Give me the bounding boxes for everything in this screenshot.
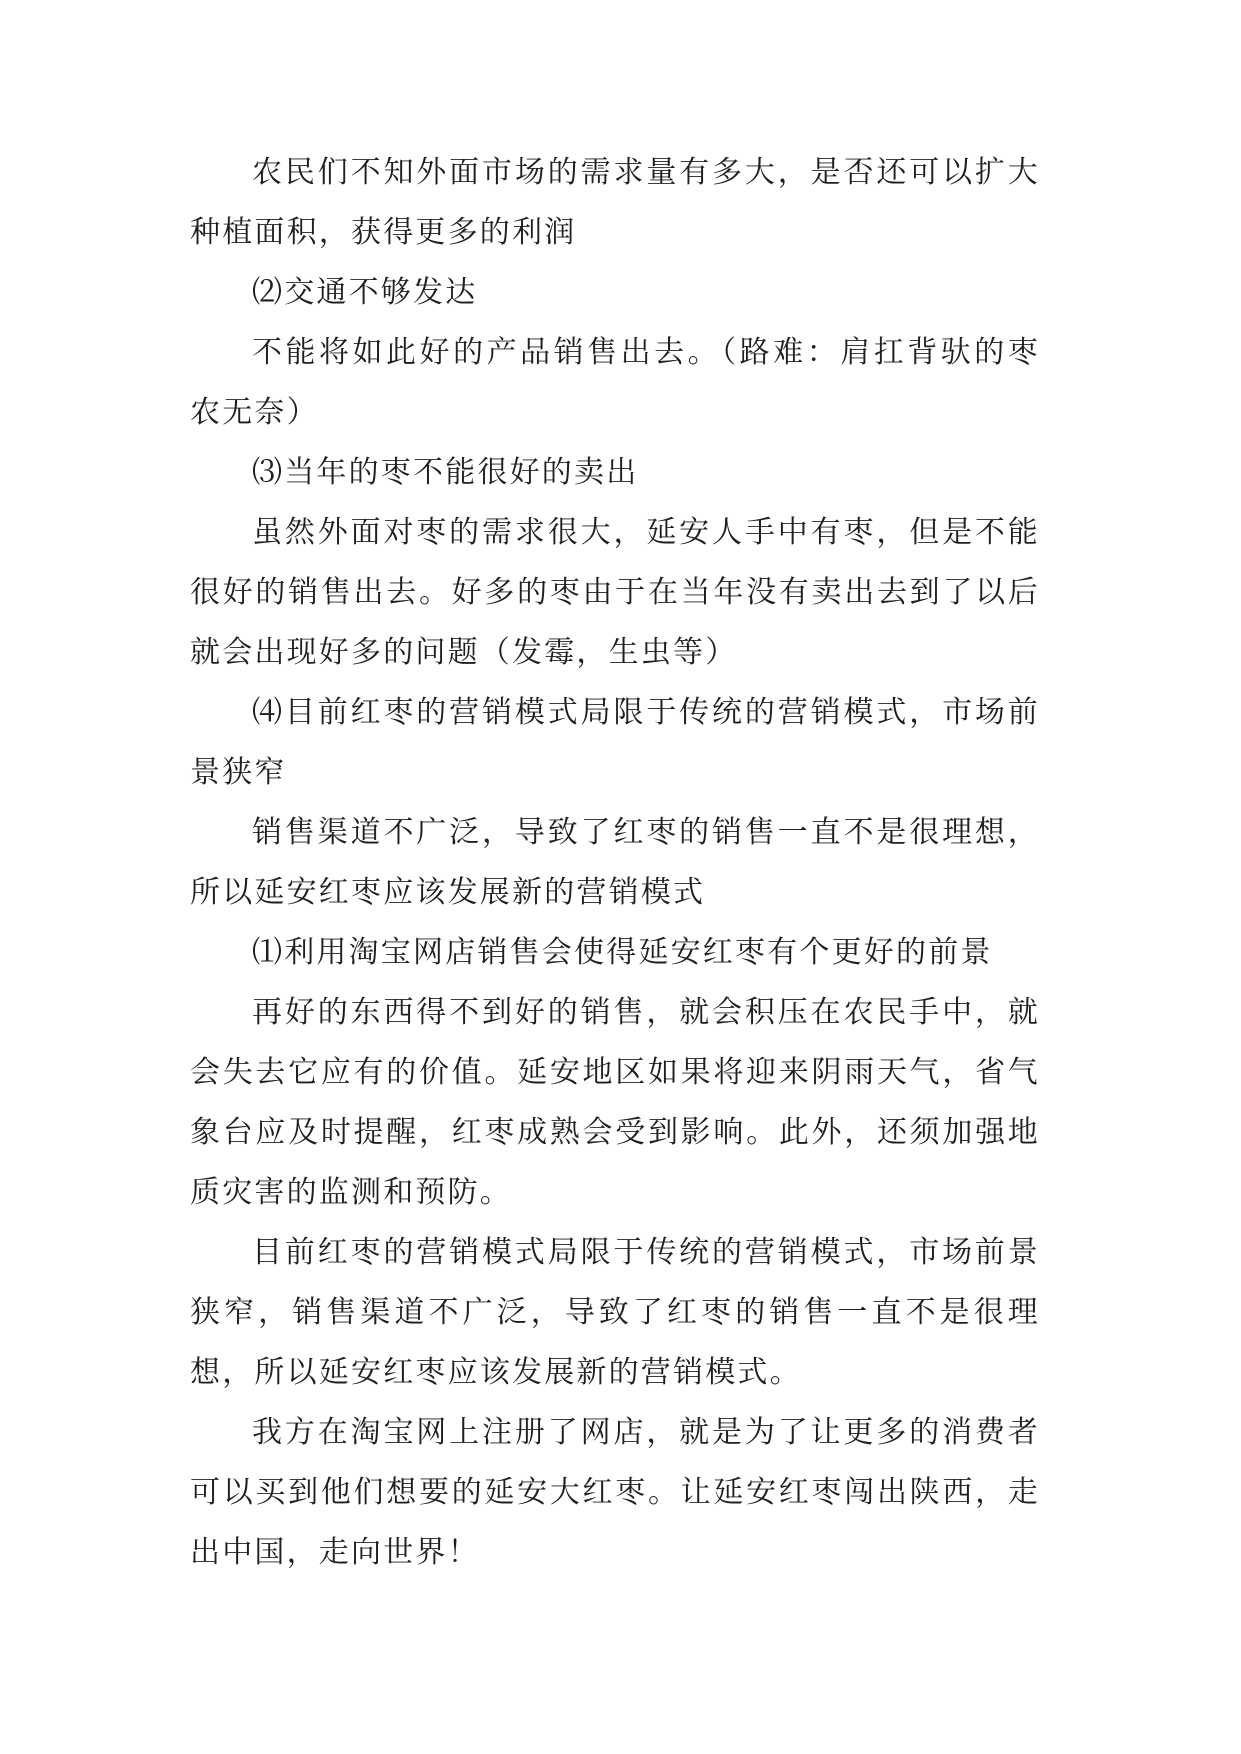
paragraph-marketing-summary: 目前红枣的营销模式局限于传统的营销模式，市场前景狭窄，销售渠道不广泛，导致了红枣的销售一直不是很理想，所以延安红枣应该发展新的营销模式。	[190, 1235, 1040, 1390]
paragraph-farmers-demand: 农民们不知外面市场的需求量有多大，是否还可以扩大种植面积，获得更多的利润	[190, 155, 1040, 250]
heading-marketing-model: ⑷目前红枣的营销模式局限于传统的营销模式，市场前景狭窄	[190, 695, 1040, 790]
heading-taobao-store: ⑴利用淘宝网店销售会使得延安红枣有个更好的前景	[252, 935, 993, 970]
paragraph-transport: 不能将如此好的产品销售出去。（路难：肩扛背驮的枣农无奈）	[190, 335, 1040, 430]
paragraph-sales-channels: 销售渠道不广泛，导致了红枣的销售一直不是很理想，所以延安红枣应该发展新的营销模式	[190, 815, 1040, 910]
heading-transport: ⑵交通不够发达	[252, 275, 478, 310]
paragraph-sales-same-year: 虽然外面对枣的需求很大，延安人手中有枣，但是不能很好的销售出去。好多的枣由于在当年没有卖出去到了以后就会出现好多的问题（发霉，生虫等）	[190, 515, 1040, 670]
document-page	[190, 143, 1040, 1583]
paragraph-value-weather: 再好的东西得不到好的销售，就会积压在农民手中，就会失去它应有的价值。延安地区如果将迎来阴雨天气，省气象台应及时提醒，红枣成熟会受到影响。此外，还须加强地质灾害的监测和预防。	[190, 995, 1040, 1210]
heading-sales-same-year: ⑶当年的枣不能很好的卖出	[252, 455, 639, 490]
paragraph-online-store: 我方在淘宝网上注册了网店，就是为了让更多的消费者可以买到他们想要的延安大红枣。让延安红枣闯出陕西，走出中国，走向世界！	[190, 1415, 1040, 1570]
